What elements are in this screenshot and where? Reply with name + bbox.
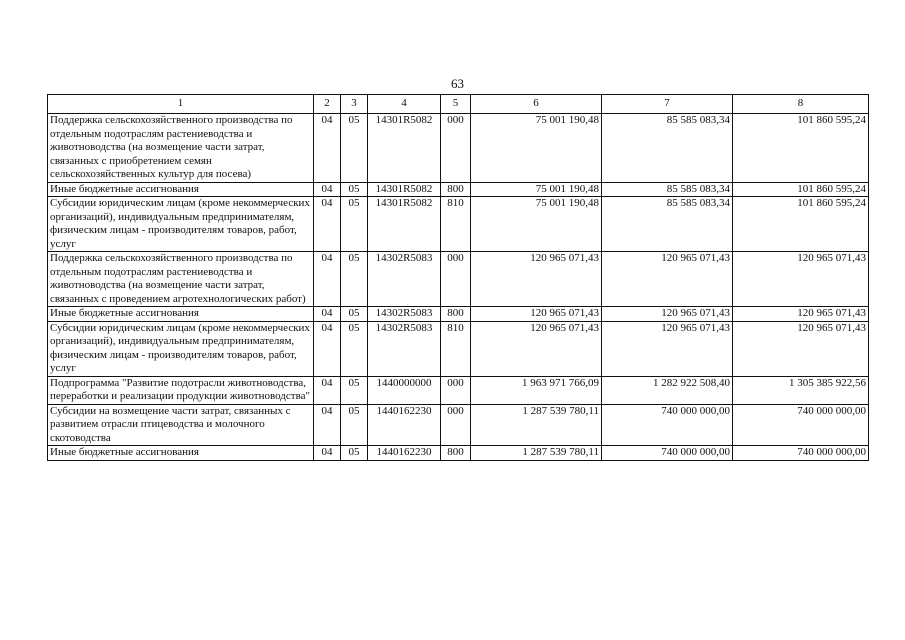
- row-name: Поддержка сельскохозяйственного производства по отдельным подотраслям растениеводства и животноводства (на возмещение части затрат, связанных с приобретением семян сельскохозяйственных культур для посева): [48, 114, 314, 183]
- amount-col-7: 85 585 083,34: [602, 197, 733, 252]
- section-code: 04: [314, 321, 341, 376]
- expense-type-code: 810: [441, 197, 471, 252]
- section-code: 04: [314, 197, 341, 252]
- expense-type-code: 800: [441, 446, 471, 461]
- amount-col-7: 120 965 071,43: [602, 307, 733, 322]
- subsection-code: 05: [341, 321, 368, 376]
- subsection-code: 05: [341, 197, 368, 252]
- expense-type-code: 000: [441, 114, 471, 183]
- amount-col-8: 120 965 071,43: [733, 307, 869, 322]
- amount-col-8: 740 000 000,00: [733, 404, 869, 446]
- section-code: 04: [314, 307, 341, 322]
- table-row: [48, 376, 869, 404]
- target-article-code: 14301R5082: [368, 197, 441, 252]
- row-name: Подпрограмма "Развитие подотрасли животноводства, переработки и реализации продукции животноводства": [48, 376, 314, 404]
- target-article-code: 1440162230: [368, 446, 441, 461]
- header-row: [48, 95, 869, 114]
- target-article-code: 14302R5083: [368, 252, 441, 307]
- table-row: [48, 197, 869, 252]
- amount-col-6: 120 965 071,43: [471, 321, 602, 376]
- target-article-code: 14301R5082: [368, 114, 441, 183]
- header-cell: 1: [48, 95, 314, 114]
- row-name: Субсидии юридическим лицам (кроме некоммерческих организаций), индивидуальным предпринимателям, физическим лицам - производителям товаров, работ, услуг: [48, 197, 314, 252]
- section-code: 04: [314, 182, 341, 197]
- table-row: [48, 404, 869, 446]
- amount-col-8: 120 965 071,43: [733, 252, 869, 307]
- row-name: Иные бюджетные ассигнования: [48, 307, 314, 322]
- amount-col-6: 120 965 071,43: [471, 307, 602, 322]
- header-cell: 3: [341, 95, 368, 114]
- target-article-code: 1440000000: [368, 376, 441, 404]
- expense-type-code: 000: [441, 252, 471, 307]
- header-cell: 8: [733, 95, 869, 114]
- target-article-code: 14302R5083: [368, 321, 441, 376]
- expense-type-code: 800: [441, 182, 471, 197]
- table-row: [48, 321, 869, 376]
- target-article-code: 14302R5083: [368, 307, 441, 322]
- amount-col-8: 1 305 385 922,56: [733, 376, 869, 404]
- budget-table: [47, 94, 869, 461]
- row-name: Субсидии на возмещение части затрат, связанных с развитием отрасли птицеводства и молочного скотоводства: [48, 404, 314, 446]
- subsection-code: 05: [341, 252, 368, 307]
- row-name: Поддержка сельскохозяйственного производства по отдельным подотраслям растениеводства и животноводства (на возмещение части затрат, связанных с проведением агротехнологических работ): [48, 252, 314, 307]
- subsection-code: 05: [341, 446, 368, 461]
- amount-col-7: 740 000 000,00: [602, 404, 733, 446]
- section-code: 04: [314, 252, 341, 307]
- amount-col-8: 101 860 595,24: [733, 197, 869, 252]
- target-article-code: 14301R5082: [368, 182, 441, 197]
- header-cell: 7: [602, 95, 733, 114]
- expense-type-code: 000: [441, 404, 471, 446]
- amount-col-8: 101 860 595,24: [733, 182, 869, 197]
- header-cell: 2: [314, 95, 341, 114]
- row-name: Иные бюджетные ассигнования: [48, 182, 314, 197]
- subsection-code: 05: [341, 182, 368, 197]
- amount-col-6: 1 963 971 766,09: [471, 376, 602, 404]
- amount-col-6: 75 001 190,48: [471, 197, 602, 252]
- table-row: [48, 446, 869, 461]
- subsection-code: 05: [341, 404, 368, 446]
- amount-col-7: 1 282 922 508,40: [602, 376, 733, 404]
- section-code: 04: [314, 114, 341, 183]
- section-code: 04: [314, 376, 341, 404]
- section-code: 04: [314, 404, 341, 446]
- expense-type-code: 800: [441, 307, 471, 322]
- subsection-code: 05: [341, 376, 368, 404]
- amount-col-7: 85 585 083,34: [602, 182, 733, 197]
- header-cell: 6: [471, 95, 602, 114]
- row-name: Субсидии юридическим лицам (кроме некоммерческих организаций), индивидуальным предпринимателям, физическим лицам - производителям товаров, работ, услуг: [48, 321, 314, 376]
- amount-col-6: 1 287 539 780,11: [471, 446, 602, 461]
- page-number: 63: [451, 76, 464, 91]
- table-header: [48, 95, 869, 114]
- amount-col-6: 75 001 190,48: [471, 114, 602, 183]
- table-row: [48, 252, 869, 307]
- amount-col-8: 740 000 000,00: [733, 446, 869, 461]
- row-name: Иные бюджетные ассигнования: [48, 446, 314, 461]
- section-code: 04: [314, 446, 341, 461]
- amount-col-7: 740 000 000,00: [602, 446, 733, 461]
- subsection-code: 05: [341, 307, 368, 322]
- table-row: [48, 307, 869, 322]
- amount-col-6: 120 965 071,43: [471, 252, 602, 307]
- amount-col-6: 1 287 539 780,11: [471, 404, 602, 446]
- amount-col-7: 85 585 083,34: [602, 114, 733, 183]
- table-row: [48, 114, 869, 183]
- header-cell: 4: [368, 95, 441, 114]
- table-row: [48, 182, 869, 197]
- amount-col-6: 75 001 190,48: [471, 182, 602, 197]
- expense-type-code: 810: [441, 321, 471, 376]
- amount-col-7: 120 965 071,43: [602, 321, 733, 376]
- amount-col-8: 120 965 071,43: [733, 321, 869, 376]
- subsection-code: 05: [341, 114, 368, 183]
- header-cell: 5: [441, 95, 471, 114]
- amount-col-8: 101 860 595,24: [733, 114, 869, 183]
- target-article-code: 1440162230: [368, 404, 441, 446]
- amount-col-7: 120 965 071,43: [602, 252, 733, 307]
- expense-type-code: 000: [441, 376, 471, 404]
